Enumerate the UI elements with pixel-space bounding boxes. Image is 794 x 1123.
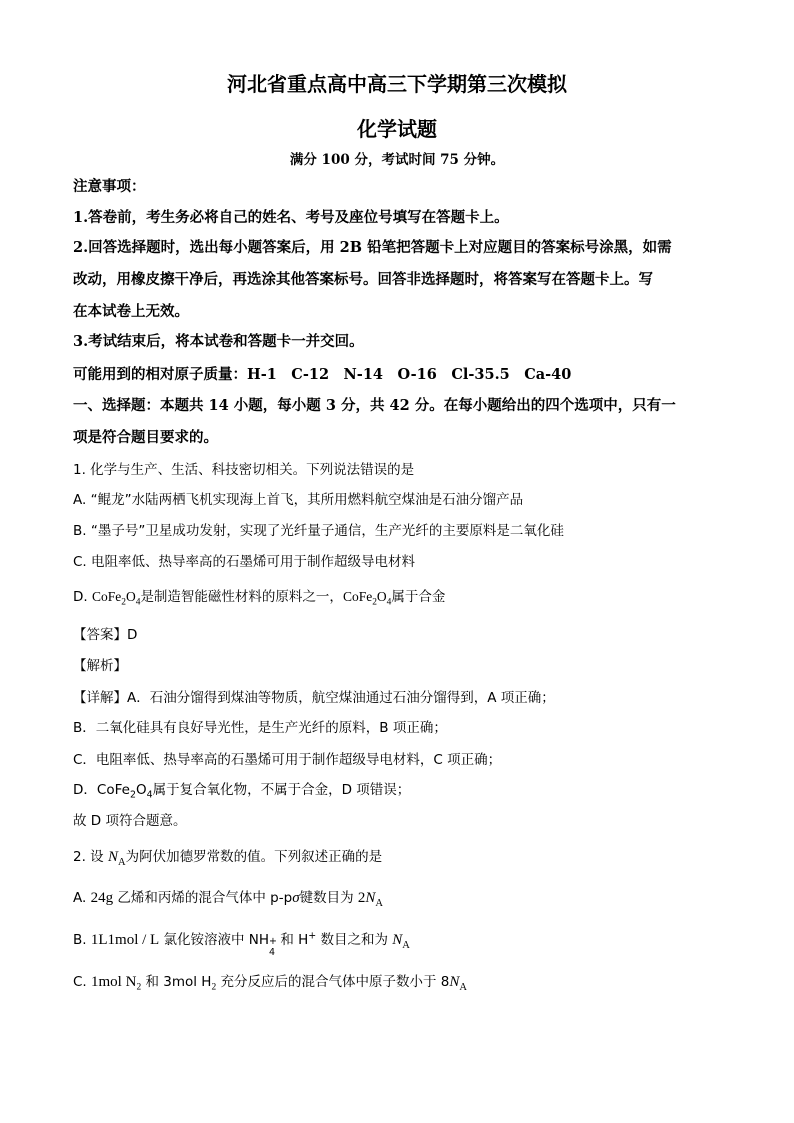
symbol-na: $N_A$ — [107, 849, 126, 868]
q1-conclusion: 故 D 项符合题意。 — [73, 813, 187, 829]
q1-detail-c: C．电阻率低、热导率高的石墨烯可用于制作超级导电材料，C 项正确； — [73, 752, 502, 768]
subscript-2: 2 — [211, 982, 217, 993]
q2-option-c — [73, 970, 467, 993]
notes-item-1: 1.答卷前，考生务必将自己的姓名、考号及座位号填写在答题卡上。 — [73, 209, 509, 226]
q1-answer: 【答案】D — [73, 627, 138, 643]
atomic-masses: 可能用到的相对原子质量：H-1 C-12 N-14 O-16 Cl-35.5 Ca-40 — [73, 366, 572, 383]
hydrogen-charge: + — [308, 930, 317, 942]
q2-option-a-mass: 24g — [90, 890, 114, 906]
q2-option-a — [73, 886, 383, 909]
q1-option-d-mid: 是制造智能磁性材料的原料之一， — [140, 589, 343, 605]
symbol-na: $N_A$ — [392, 932, 410, 951]
q2-stem — [73, 845, 382, 868]
q2-option-b-conc: 1L1mol / L — [90, 932, 160, 948]
q1-option-d-suffix: 属于合金 — [391, 589, 446, 605]
q2-option-a-mid: 乙烯和丙烯的混合气体中 p-p — [113, 890, 293, 906]
q2-option-a-prefix: A. — [73, 890, 91, 906]
q2-option-c-c: 充分反应后的混合气体中原子数小于 8 — [216, 974, 450, 990]
section-1-heading-line-2: 项是符合题目要求的。 — [73, 429, 218, 446]
exam-info: 满分 100 分，考试时间 75 分钟。 — [289, 152, 505, 168]
q2-option-b: B. 1L1mol / L 氯化铵溶液中 NH + 4 和 H+ 数目之和为 $N_A$ — [73, 930, 410, 959]
notes-item-2-line-3: 在本试卷上无效。 — [73, 303, 189, 320]
q2-option-b-end: 数目之和为 — [316, 932, 393, 948]
value-2na: $2N_A$ — [357, 890, 383, 909]
q1-option-b: B. “墨子号”卫星成功发射，实现了光纤量子通信，生产光纤的主要原料是二氧化硅 — [73, 523, 564, 539]
q2-stem-prefix: 2. 设 — [73, 849, 108, 865]
formula-cofe2o4: $CoFe_2O_4$ — [342, 589, 392, 608]
formula-cofe2o4: $CoFe_2O_4$ — [96, 782, 153, 801]
notes-item-3: 3.考试结束后，将本试卷和答题卡一并交回。 — [73, 333, 364, 350]
notes-item-2-line-1: 2.回答选择题时，选出每小题答案后，用 2B 铅笔把答题卡上对应题目的答案标号涂黑，如需 — [73, 239, 672, 256]
q1-detail-d: D．$CoFe_2O_4$属于复合氧化物，不属于合金，D 项错误； — [73, 782, 411, 801]
q2-option-c-b: 和 3mol H — [141, 974, 212, 990]
q1-option-d — [73, 585, 445, 608]
symbol-na: $N_A$ — [449, 974, 467, 993]
q2-option-a-end: 键数目为 — [299, 890, 358, 906]
q2-option-b-mid: 氯化铵溶液中 NH — [159, 932, 270, 948]
q1-stem: 1. 化学与生产、生活、科技密切相关。下列说法错误的是 — [73, 462, 415, 478]
subscript-2: 2 — [136, 982, 142, 993]
q2-option-b-and: 和 H — [276, 932, 309, 948]
sigma-symbol: σ — [292, 890, 300, 906]
exam-subtitle: 化学试题 — [357, 117, 437, 141]
exam-title: 河北省重点高中高三下学期第三次模拟 — [227, 72, 567, 96]
q1-option-c: C. 电阻率低、热导率高的石墨烯可用于制作超级导电材料 — [73, 554, 416, 570]
section-1-heading-line-1: 一、选择题：本题共 14 小题，每小题 3 分，共 42 分。在每小题给出的四个选项中，只有一 — [73, 397, 676, 414]
formula-cofe2o4: $CoFe_2O_4$ — [91, 589, 141, 608]
q1-detail-b: B．二氧化硅具有良好导光性，是生产光纤的原料，B 项正确； — [73, 720, 447, 736]
notes-item-2-line-2: 改动，用橡皮擦干净后，再选涂其他答案标号。回答非选择题时，将答案写在答题卡上。写 — [73, 271, 653, 288]
q1-option-a: A. “鲲龙”水陆两栖飞机实现海上首飞，其所用燃料航空煤油是石油分馏产品 — [73, 492, 524, 508]
q1-detail-d-suffix: 属于复合氧化物，不属于合金，D 项错误； — [152, 782, 411, 798]
q1-analysis-label: 【解析】 — [73, 658, 127, 674]
notes-heading: 注意事项： — [73, 178, 146, 195]
q2-option-b-prefix: B. — [73, 932, 91, 948]
q2-stem-suffix: 为阿伏加德罗常数的值。下列叙述正确的是 — [125, 849, 383, 865]
q2-option-c-a: 1mol N — [91, 974, 137, 990]
q1-option-d-prefix: D. — [73, 589, 92, 605]
q1-detail-a: 【详解】A．石油分馏得到煤油等物质，航空煤油通过石油分馏得到，A 项正确； — [73, 690, 555, 706]
q2-option-c-prefix: C. — [73, 974, 92, 990]
